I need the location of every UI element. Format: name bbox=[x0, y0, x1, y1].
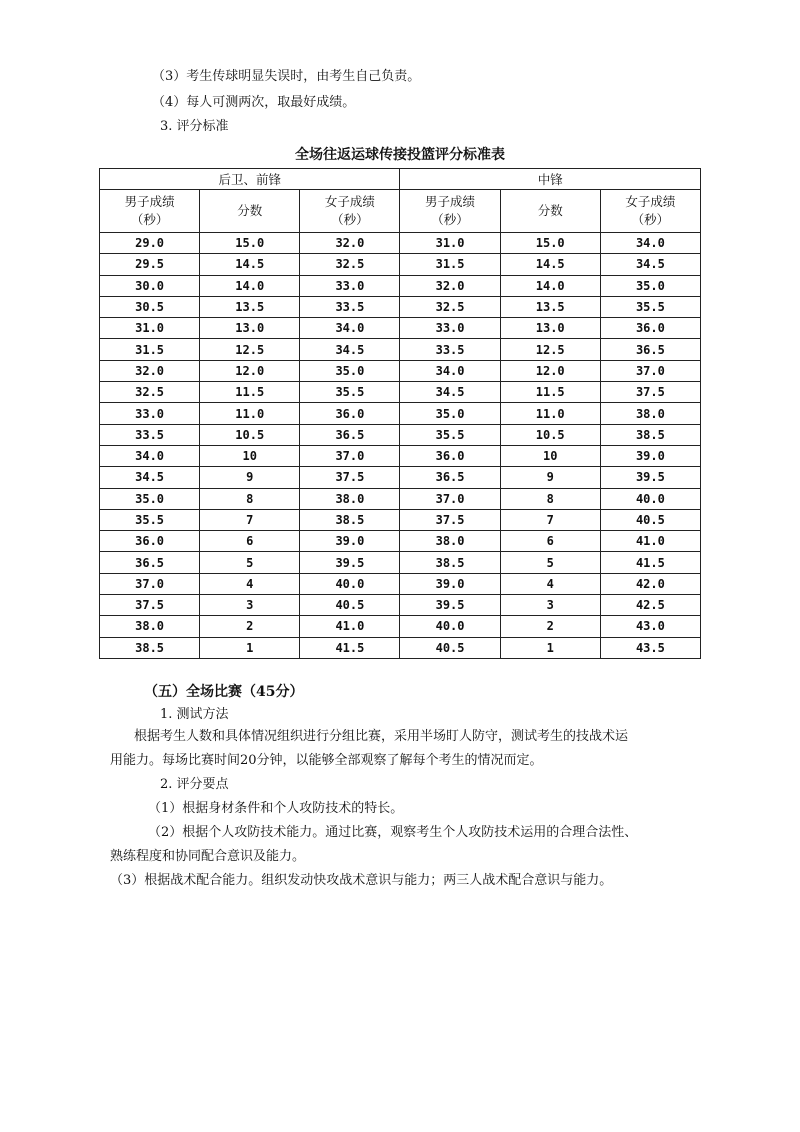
table-cell: 11.5 bbox=[500, 382, 600, 403]
table-cell: 33.5 bbox=[300, 296, 400, 317]
table-cell: 14.0 bbox=[200, 275, 300, 296]
table-cell: 35.0 bbox=[100, 488, 200, 509]
point-2-line2: 熟练程度和协同配合意识及能力。 bbox=[110, 849, 306, 864]
table-cell: 2 bbox=[200, 616, 300, 637]
table-row bbox=[100, 296, 701, 317]
table-cell: 33.0 bbox=[400, 318, 500, 339]
table-cell: 33.5 bbox=[100, 424, 200, 445]
table-cell: 1 bbox=[500, 637, 600, 658]
table-row bbox=[100, 552, 701, 573]
header-female-time: 女子成绩 （秒） bbox=[300, 190, 400, 233]
table-row bbox=[100, 531, 701, 552]
table-cell: 34.0 bbox=[100, 445, 200, 466]
table-row bbox=[100, 595, 701, 616]
table-cell: 33.0 bbox=[100, 403, 200, 424]
table-cell: 36.0 bbox=[400, 445, 500, 466]
table-row bbox=[100, 233, 701, 254]
table-cell: 32.0 bbox=[300, 233, 400, 254]
table-cell: 38.5 bbox=[300, 509, 400, 530]
table-cell: 4 bbox=[500, 573, 600, 594]
table-cell: 11.0 bbox=[200, 403, 300, 424]
table-cell: 36.5 bbox=[300, 424, 400, 445]
table-row bbox=[100, 318, 701, 339]
table-cell: 4 bbox=[200, 573, 300, 594]
table-row bbox=[100, 637, 701, 658]
table-cell: 34.5 bbox=[600, 254, 700, 275]
rule-item-4: （4）每人可测两次，取最好成绩。 bbox=[152, 95, 356, 110]
table-cell: 32.5 bbox=[300, 254, 400, 275]
table-cell: 35.0 bbox=[600, 275, 700, 296]
header-male-time: 男子成绩 （秒） bbox=[400, 190, 500, 233]
table-cell: 14.0 bbox=[500, 275, 600, 296]
table-cell: 10 bbox=[500, 445, 600, 466]
table-row bbox=[100, 424, 701, 445]
table-cell: 30.0 bbox=[100, 275, 200, 296]
table-cell: 37.0 bbox=[400, 488, 500, 509]
table-cell: 13.5 bbox=[500, 296, 600, 317]
table-cell: 15.0 bbox=[500, 233, 600, 254]
table-row bbox=[100, 275, 701, 296]
table-cell: 31.0 bbox=[100, 318, 200, 339]
table-cell: 32.0 bbox=[100, 360, 200, 381]
table-cell: 35.5 bbox=[400, 424, 500, 445]
table-cell: 3 bbox=[500, 595, 600, 616]
table-cell: 34.0 bbox=[300, 318, 400, 339]
table-cell: 35.5 bbox=[100, 509, 200, 530]
header-female-time: 女子成绩 （秒） bbox=[600, 190, 700, 233]
table-cell: 12.0 bbox=[200, 360, 300, 381]
table-cell: 38.0 bbox=[400, 531, 500, 552]
table-cell: 8 bbox=[200, 488, 300, 509]
table-row bbox=[100, 339, 701, 360]
table-cell: 38.5 bbox=[100, 637, 200, 658]
table-cell: 10 bbox=[200, 445, 300, 466]
table-title: 全场往返运球传接投篮评分标准表 bbox=[295, 147, 505, 163]
table-cell: 34.0 bbox=[400, 360, 500, 381]
table-cell: 39.0 bbox=[300, 531, 400, 552]
table-header-row bbox=[100, 190, 701, 233]
table-row bbox=[100, 254, 701, 275]
table-row bbox=[100, 509, 701, 530]
table-cell: 6 bbox=[200, 531, 300, 552]
table-cell: 5 bbox=[200, 552, 300, 573]
table-cell: 38.0 bbox=[100, 616, 200, 637]
table-cell: 36.0 bbox=[300, 403, 400, 424]
table-cell: 5 bbox=[500, 552, 600, 573]
table-cell: 34.0 bbox=[600, 233, 700, 254]
table-cell: 35.5 bbox=[600, 296, 700, 317]
table-cell: 36.0 bbox=[600, 318, 700, 339]
table-row bbox=[100, 360, 701, 381]
table-cell: 13.0 bbox=[500, 318, 600, 339]
table-cell: 2 bbox=[500, 616, 600, 637]
table-cell: 39.0 bbox=[400, 573, 500, 594]
table-cell: 37.0 bbox=[100, 573, 200, 594]
group-guard-forward: 后卫、前锋 bbox=[100, 169, 400, 190]
table-cell: 40.0 bbox=[600, 488, 700, 509]
table-cell: 38.0 bbox=[600, 403, 700, 424]
table-cell: 11.5 bbox=[200, 382, 300, 403]
table-cell: 1 bbox=[200, 637, 300, 658]
table-cell: 12.5 bbox=[200, 339, 300, 360]
table-cell: 41.0 bbox=[300, 616, 400, 637]
table-cell: 12.5 bbox=[500, 339, 600, 360]
table-cell: 32.5 bbox=[100, 382, 200, 403]
table-cell: 37.5 bbox=[100, 595, 200, 616]
header-score: 分数 bbox=[500, 190, 600, 233]
table-cell: 32.0 bbox=[400, 275, 500, 296]
table-row bbox=[100, 616, 701, 637]
table-cell: 29.5 bbox=[100, 254, 200, 275]
table-cell: 31.0 bbox=[400, 233, 500, 254]
table-cell: 42.5 bbox=[600, 595, 700, 616]
table-cell: 35.0 bbox=[400, 403, 500, 424]
table-cell: 38.5 bbox=[400, 552, 500, 573]
table-cell: 37.5 bbox=[300, 467, 400, 488]
table-cell: 32.5 bbox=[400, 296, 500, 317]
table-cell: 31.5 bbox=[100, 339, 200, 360]
table-row bbox=[100, 467, 701, 488]
table-cell: 29.0 bbox=[100, 233, 200, 254]
table-row bbox=[100, 445, 701, 466]
table-cell: 37.5 bbox=[600, 382, 700, 403]
table-cell: 39.5 bbox=[600, 467, 700, 488]
rule-item-3: （3）考生传球明显失误时，由考生自己负责。 bbox=[152, 69, 421, 84]
table-cell: 15.0 bbox=[200, 233, 300, 254]
table-cell: 39.5 bbox=[300, 552, 400, 573]
table-cell: 8 bbox=[500, 488, 600, 509]
table-cell: 30.5 bbox=[100, 296, 200, 317]
score-table bbox=[99, 168, 701, 659]
table-cell: 13.5 bbox=[200, 296, 300, 317]
table-cell: 36.5 bbox=[100, 552, 200, 573]
table-cell: 10.5 bbox=[500, 424, 600, 445]
table-cell: 43.5 bbox=[600, 637, 700, 658]
header-male-time: 男子成绩 （秒） bbox=[100, 190, 200, 233]
table-cell: 35.5 bbox=[300, 382, 400, 403]
group-center: 中锋 bbox=[400, 169, 701, 190]
method-text-line2: 用能力。每场比赛时间20分钟，以能够全部观察了解每个考生的情况而定。 bbox=[110, 753, 543, 768]
table-cell: 37.5 bbox=[400, 509, 500, 530]
table-row bbox=[100, 382, 701, 403]
table-cell: 7 bbox=[200, 509, 300, 530]
table-cell: 40.0 bbox=[400, 616, 500, 637]
table-body bbox=[100, 233, 701, 659]
table-row bbox=[100, 403, 701, 424]
point-3: （3）根据战术配合能力。组织发动快攻战术意识与能力；两三人战术配合意识与能力。 bbox=[110, 873, 613, 888]
table-cell: 34.5 bbox=[300, 339, 400, 360]
table-cell: 40.5 bbox=[400, 637, 500, 658]
table-row bbox=[100, 488, 701, 509]
table-cell: 40.5 bbox=[600, 509, 700, 530]
table-cell: 13.0 bbox=[200, 318, 300, 339]
table-cell: 38.0 bbox=[300, 488, 400, 509]
table-cell: 42.0 bbox=[600, 573, 700, 594]
table-cell: 10.5 bbox=[200, 424, 300, 445]
table-cell: 38.5 bbox=[600, 424, 700, 445]
table-cell: 41.5 bbox=[300, 637, 400, 658]
table-cell: 35.0 bbox=[300, 360, 400, 381]
table-cell: 14.5 bbox=[200, 254, 300, 275]
table-cell: 7 bbox=[500, 509, 600, 530]
table-cell: 41.0 bbox=[600, 531, 700, 552]
table-cell: 37.0 bbox=[300, 445, 400, 466]
table-cell: 34.5 bbox=[400, 382, 500, 403]
section-heading: （五）全场比赛（45分） bbox=[144, 684, 304, 700]
table-cell: 39.0 bbox=[600, 445, 700, 466]
scoring-standard-heading: 3. 评分标准 bbox=[160, 119, 229, 134]
point-2-line1: （2）根据个人攻防技术能力。通过比赛，观察考生个人攻防技术运用的合理合法性、 bbox=[148, 825, 638, 840]
table-cell: 12.0 bbox=[500, 360, 600, 381]
table-cell: 36.5 bbox=[600, 339, 700, 360]
table-row bbox=[100, 573, 701, 594]
table-cell: 9 bbox=[500, 467, 600, 488]
table-cell: 39.5 bbox=[400, 595, 500, 616]
table-cell: 36.0 bbox=[100, 531, 200, 552]
table-cell: 41.5 bbox=[600, 552, 700, 573]
table-cell: 34.5 bbox=[100, 467, 200, 488]
table-cell: 40.5 bbox=[300, 595, 400, 616]
method-text-line1: 根据考生人数和具体情况组织进行分组比赛，采用半场盯人防守，测试考生的技战术运 bbox=[134, 729, 629, 744]
table-cell: 3 bbox=[200, 595, 300, 616]
table-cell: 43.0 bbox=[600, 616, 700, 637]
points-title: 2. 评分要点 bbox=[160, 777, 229, 792]
table-cell: 9 bbox=[200, 467, 300, 488]
table-cell: 36.5 bbox=[400, 467, 500, 488]
table-cell: 33.5 bbox=[400, 339, 500, 360]
table-cell: 40.0 bbox=[300, 573, 400, 594]
table-group-row bbox=[100, 169, 701, 190]
table-cell: 11.0 bbox=[500, 403, 600, 424]
table-cell: 14.5 bbox=[500, 254, 600, 275]
point-1: （1）根据身材条件和个人攻防技术的特长。 bbox=[148, 801, 404, 816]
table-cell: 6 bbox=[500, 531, 600, 552]
table-cell: 33.0 bbox=[300, 275, 400, 296]
header-score: 分数 bbox=[200, 190, 300, 233]
table-cell: 37.0 bbox=[600, 360, 700, 381]
method-title: 1. 测试方法 bbox=[160, 707, 229, 722]
table-cell: 31.5 bbox=[400, 254, 500, 275]
